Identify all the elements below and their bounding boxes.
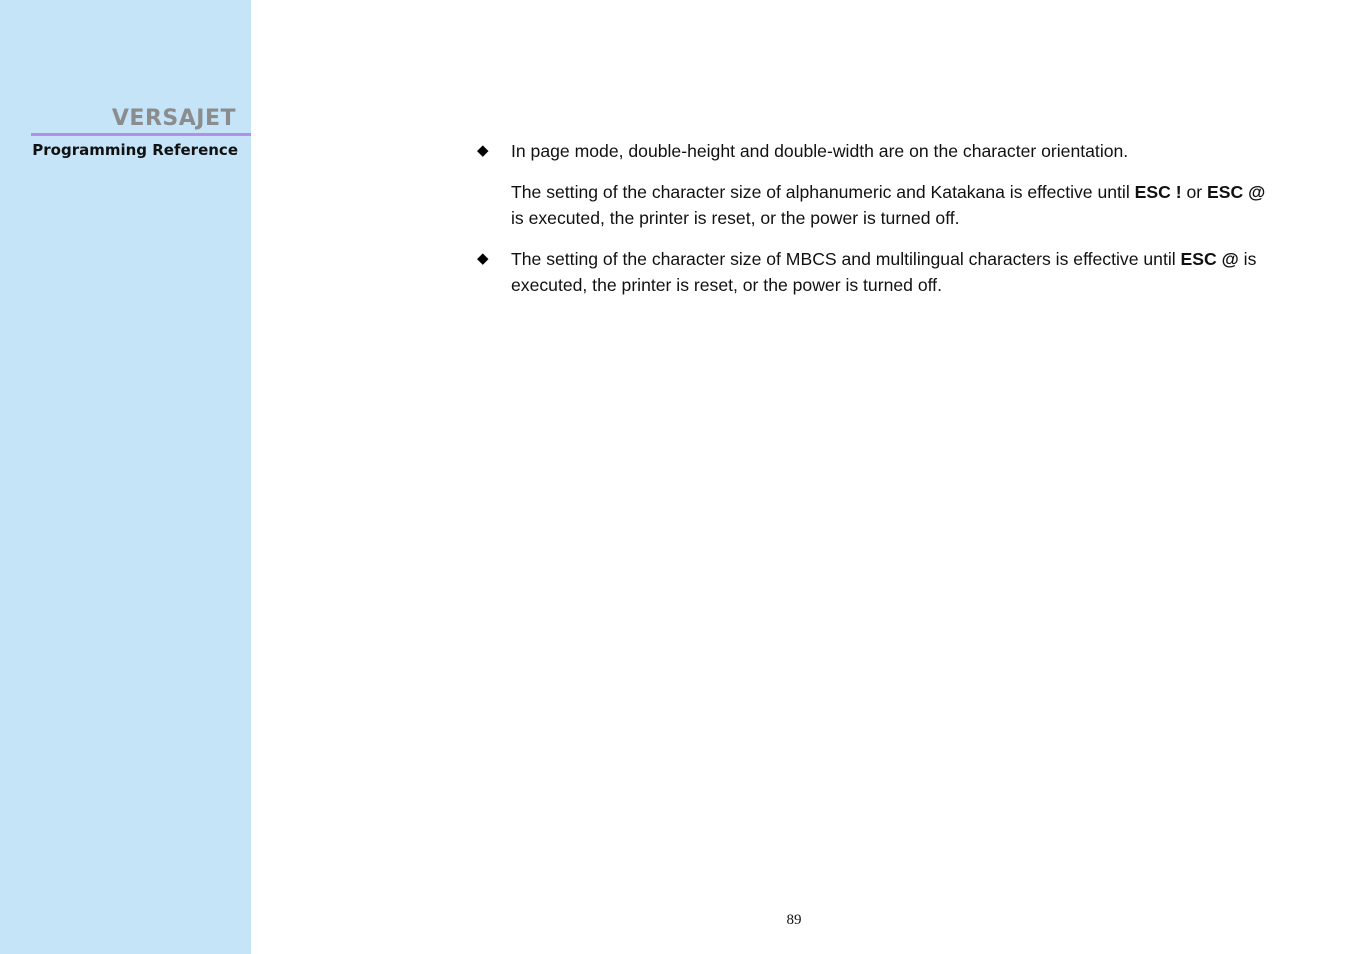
page-number: 89 xyxy=(786,912,802,928)
brand-title: VERSAJET xyxy=(111,106,236,131)
text-span: is executed, the printer is reset, or the power is turned off. xyxy=(511,208,960,228)
continuation-paragraph xyxy=(511,179,1277,231)
main-content xyxy=(477,138,1277,298)
diamond-bullet-icon: ◆ xyxy=(477,141,489,159)
text-span: The setting of the character size of alphanumeric and Katakana is effective until xyxy=(511,182,1135,202)
text-span: or xyxy=(1181,182,1207,202)
command-keyword: ESC @ xyxy=(1180,249,1239,269)
text-span: The setting of the character size of MBCS and multilingual characters is effective until xyxy=(511,249,1181,269)
text-span: is executed, the printer is reset, or the power is turned off. xyxy=(511,249,1257,295)
bullet-item xyxy=(477,246,1277,298)
bullet-item xyxy=(477,138,1277,231)
bullet-text xyxy=(511,246,1277,298)
command-keyword: ESC ! xyxy=(1134,182,1182,202)
sidebar xyxy=(0,0,251,954)
command-keyword: ESC @ xyxy=(1207,182,1266,202)
document-subtitle: Programming Reference xyxy=(32,141,238,159)
diamond-bullet-icon: ◆ xyxy=(477,249,489,267)
brand-divider xyxy=(31,133,251,136)
bullet-text: In page mode, double-height and double-width are on the character orientation. xyxy=(511,141,1129,161)
